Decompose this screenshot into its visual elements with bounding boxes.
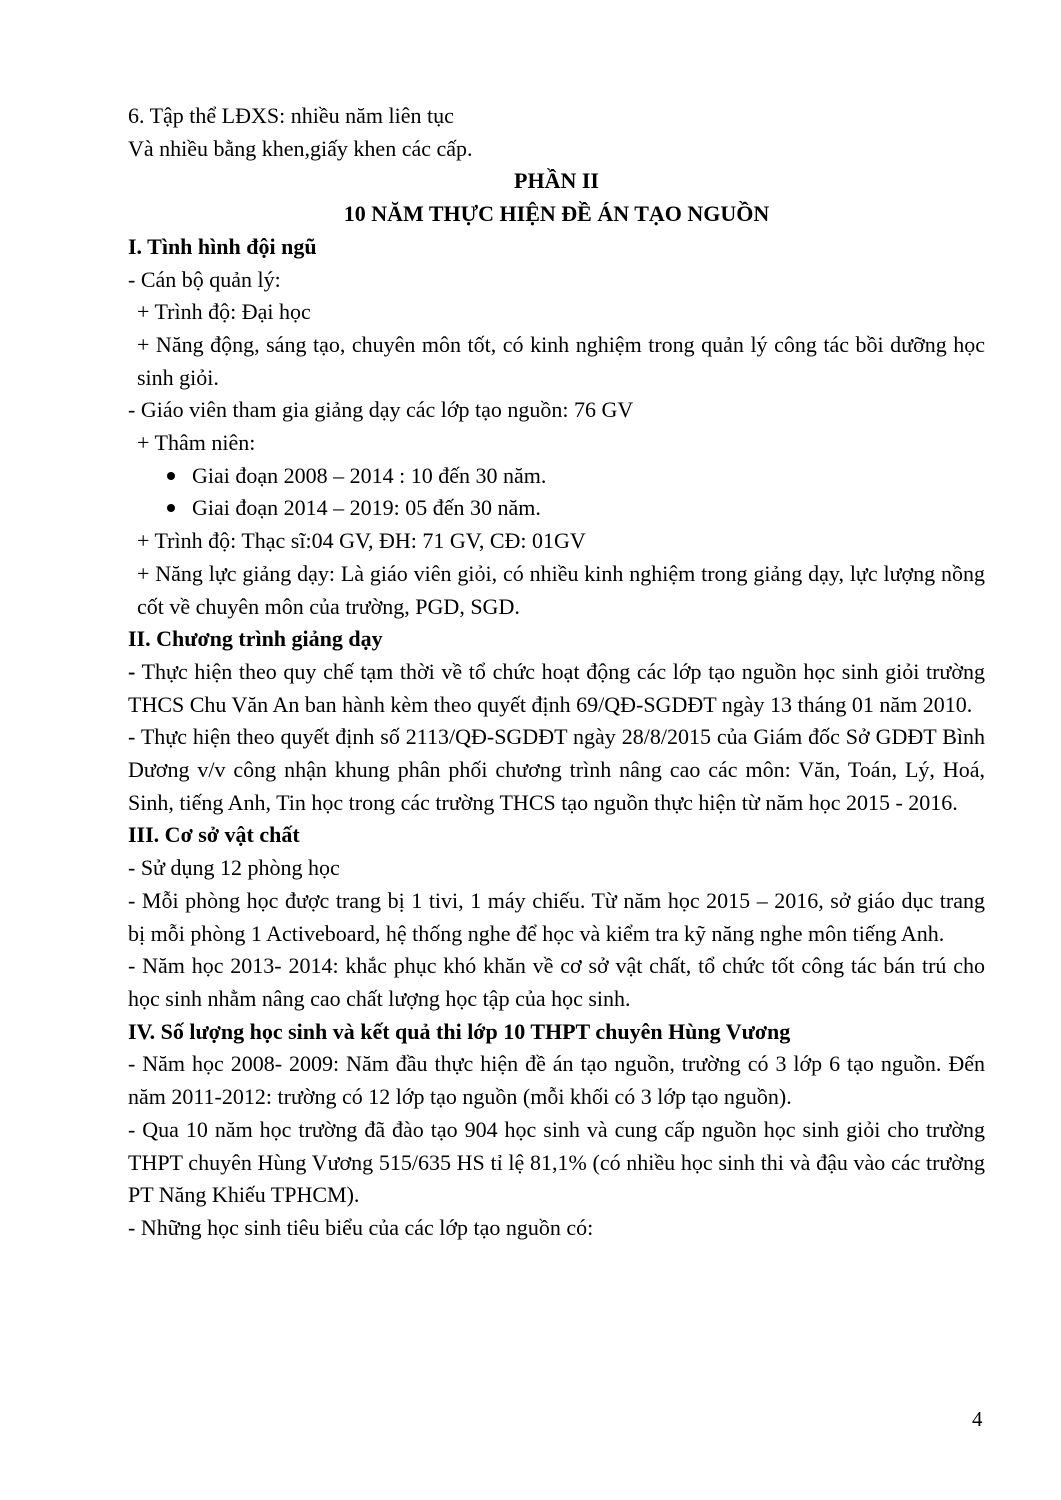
page-number: 4 <box>972 1407 983 1431</box>
students-paragraph-3: - Những học sinh tiêu biểu của các lớp tạo nguồn có: <box>128 1214 594 1240</box>
facilities-paragraph-1: - Sử dụng 12 phòng học <box>128 855 340 881</box>
award-line: 6. Tập thể LĐXS: nhiều năm liên tục <box>128 103 454 128</box>
bold-dash: - <box>128 658 136 684</box>
teachers-line: - Giáo viên tham gia giảng dạy các lớp tạo nguồn: 76 GV <box>128 397 634 423</box>
program-paragraph-2: - Thực hiện theo quyết định số 2113/QĐ-SGDĐT ngày 28/8/2015 của Giám đốc Sở GDĐT Bình Dương v/v công nhận khung phân phối chương trình nâng cao các môn: Văn, Toán, Lý, Hoá, Sinh, tiếng Anh, Tin học trong các trường THCS tạo nguồn thực hiện từ năm học 2015 - 2016. <box>128 724 985 815</box>
page-content <box>128 100 985 1245</box>
seniority-item-1-text: Giai đoạn 2008 – 2014 : 10 đến 30 năm. <box>192 462 547 488</box>
teachers-seniority: + Thâm niên: <box>137 430 256 456</box>
seniority-item-2 <box>128 492 985 525</box>
part-title: PHẦN II <box>514 168 599 194</box>
facilities-paragraph-3: - Năm học 2013- 2014: khắc phục khó khăn về cơ sở vật chất, tổ chức tốt công tác bán trú cho học sinh nhằm nâng cao chất lượng học tập của học sinh. <box>128 953 985 1011</box>
managers-qualities-text: + Năng động, sáng tạo, chuyên môn tốt, có kinh nghiệm trong quản lý công tác bồi dưỡng học sinh giỏi. <box>137 331 985 390</box>
award-note: Và nhiều bằng khen,giấy khen các cấp. <box>128 135 473 161</box>
managers-line: - Cán bộ quản lý: <box>128 266 281 292</box>
facilities-paragraph-2: - Mỗi phòng học được trang bị 1 tivi, 1 máy chiếu. Từ năm học 2015 – 2016, sở giáo dục trang bị mỗi phòng 1 Activeboard, hệ thống nghe để học và kiểm tra kỹ năng nghe môn tiếng Anh. <box>128 887 985 946</box>
program-paragraph-1 <box>128 656 985 721</box>
bullet-icon <box>167 504 175 512</box>
teachers-ability: + Năng lực giảng dạy: Là giáo viên giỏi, có nhiều kinh nghiệm trong giảng dạy, lực lượng nồng cốt về chuyên môn của trường, PGD, SGD. <box>137 560 985 619</box>
program-paragraph-1-text: Thực hiện theo quy chế tạm thời về tổ chức hoạt động các lớp tạo nguồn học sinh giỏi trường THCS Chu Văn An ban hành kèm theo quyết định 69/QĐ-SGDĐT ngày 13 tháng 01 năm 2010. <box>128 658 985 717</box>
managers-level: + Trình độ: Đại học <box>137 299 311 325</box>
managers-qualities <box>128 329 985 394</box>
seniority-item-2-text: Giai đoạn 2014 – 2019: 05 đến 30 năm. <box>192 495 541 521</box>
students-paragraph-1: - Năm học 2008- 2009: Năm đầu thực hiện đề án tạo nguồn, trường có 3 lớp 6 tạo nguồn. Đến năm 2011-2012: trường có 12 lớp tạo nguồn (mỗi khối có 3 lớp tạo nguồn). <box>128 1051 985 1110</box>
teachers-level: + Trình độ: Thạc sĩ:04 GV, ĐH: 71 GV, CĐ: 01GV <box>137 528 586 554</box>
section-2-heading: II. Chương trình giảng dạy <box>128 626 383 652</box>
students-paragraph-2: - Qua 10 năm học trường đã đào tạo 904 học sinh và cung cấp nguồn học sinh giỏi cho trường THPT chuyên Hùng Vương 515/635 HS tỉ lệ 81,1% (có nhiều học sinh thi và đậu vào các trường PT Năng Khiếu TPHCM). <box>128 1116 985 1208</box>
part-subtitle: 10 NĂM THỰC HIỆN ĐỀ ÁN TẠO NGUỒN <box>343 201 770 227</box>
section-1-heading: I. Tình hình đội ngũ <box>128 233 317 259</box>
section-4-heading: IV. Số lượng học sinh và kết quả thi lớp 10 THPT chuyên Hùng Vương <box>128 1018 791 1044</box>
bullet-icon <box>167 472 175 480</box>
section-3-heading: III. Cơ sở vật chất <box>128 822 300 848</box>
seniority-item-1 <box>128 460 985 493</box>
